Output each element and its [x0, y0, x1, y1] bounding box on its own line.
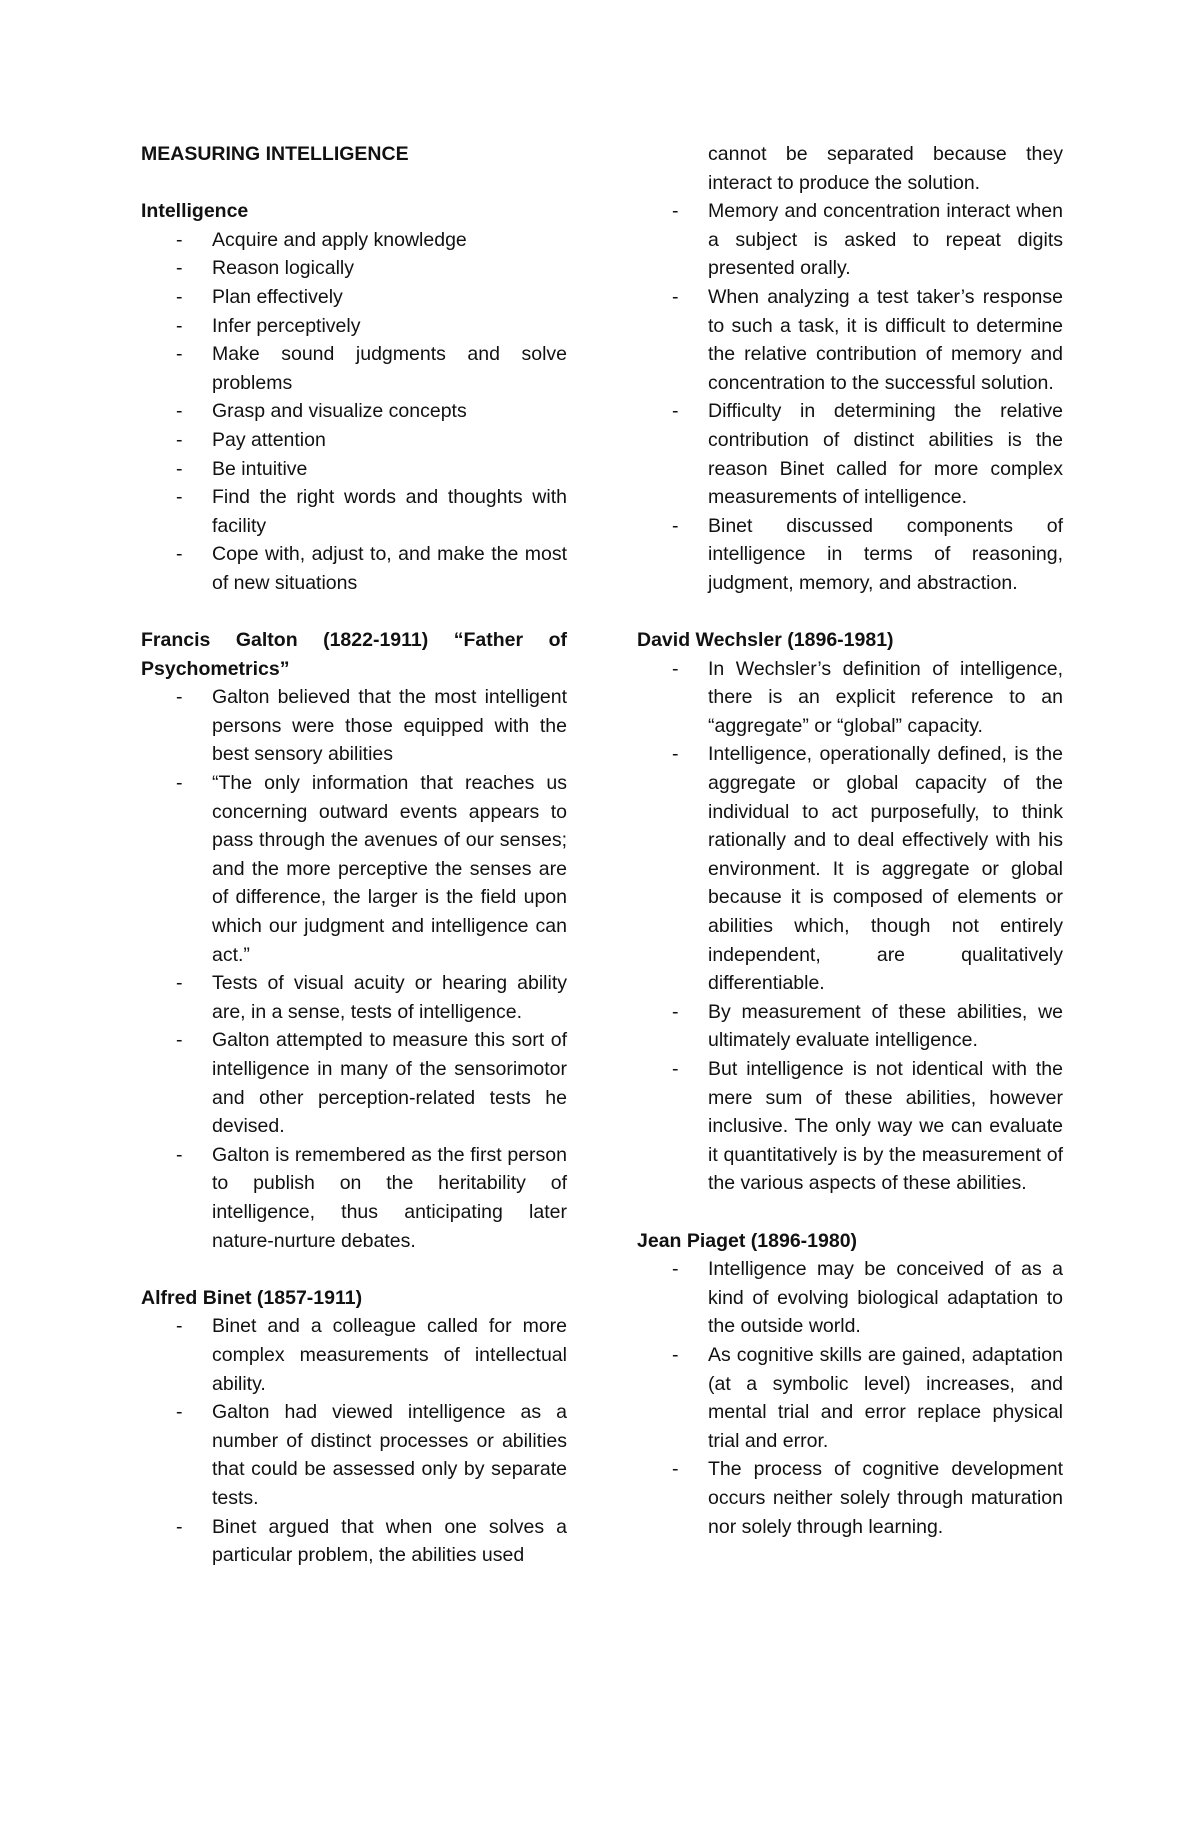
list-item: - Galton attempted to measure this sort of intelligence in many of the sensorimotor and other perception-related tests he devised. — [141, 1026, 567, 1140]
section-binet — [141, 1284, 567, 1570]
bullet-list — [637, 197, 1063, 597]
list-item: - Plan effectively — [141, 283, 567, 312]
bullet-list — [637, 655, 1063, 1198]
list-item: - Tests of visual acuity or hearing ability are, in a sense, tests of intelligence. — [141, 969, 567, 1026]
section-heading: Jean Piaget (1896-1980) — [637, 1229, 858, 1252]
section-piaget — [637, 1227, 1063, 1542]
list-item: - Pay attention — [141, 426, 567, 455]
list-item: - When analyzing a test taker’s response to such a task, it is difficult to determine the relative contribution of memory and concentration to the successful solution. — [637, 283, 1063, 397]
section-binet-continued — [637, 140, 1063, 598]
list-item: - Be intuitive — [141, 455, 567, 484]
list-item: - Acquire and apply knowledge — [141, 226, 567, 255]
list-item: - Cope with, adjust to, and make the most of new situations — [141, 540, 567, 597]
list-item: - Intelligence, operationally defined, is the aggregate or global capacity of the individual to act purposefully, to think rationally and to deal effectively with his environment. It is aggregate or global because it is composed of elements or abilities which, though not entirely independent, are qualitatively differentiable. — [637, 740, 1063, 997]
list-item: - Binet discussed components of intelligence in terms of reasoning, judgment, memory, and abstraction. — [637, 512, 1063, 598]
list-item: - Binet and a colleague called for more complex measurements of intellectual ability. — [141, 1312, 567, 1398]
section-heading: David Wechsler (1896-1981) — [637, 629, 894, 652]
list-item: - As cognitive skills are gained, adaptation (at a symbolic level) increases, and mental trial and error replace physical trial and error. — [637, 1341, 1063, 1455]
list-item: - Reason logically — [141, 254, 567, 283]
list-item: - But intelligence is not identical with the mere sum of these abilities, however inclusive. The only way we can evaluate it quantitatively is by the measurement of the various aspects of these abilities. — [637, 1055, 1063, 1198]
section-heading: Alfred Binet (1857-1911) — [141, 1286, 363, 1309]
document-title: MEASURING INTELLIGENCE — [141, 143, 409, 165]
section-heading: Intelligence — [141, 200, 249, 223]
list-item: - The process of cognitive development occurs neither solely through maturation nor solely through learning. — [637, 1455, 1063, 1541]
bullet-list — [141, 683, 567, 1255]
bullet-list — [141, 226, 567, 598]
list-item: - Find the right words and thoughts with facility — [141, 483, 567, 540]
list-item: - Infer perceptively — [141, 312, 567, 341]
bullet-list — [141, 1312, 567, 1569]
list-item: - Galton had viewed intelligence as a number of distinct processes or abilities that could be assessed only by separate tests. — [141, 1398, 567, 1512]
section-intelligence — [141, 197, 567, 597]
list-item: - Grasp and visualize concepts — [141, 397, 567, 426]
section-galton — [141, 626, 567, 1255]
list-item: - Binet argued that when one solves a particular problem, the abilities used — [141, 1513, 567, 1570]
list-item: - Memory and concentration interact when a subject is asked to repeat digits presented orally. — [637, 197, 1063, 283]
list-item: - Difficulty in determining the relative contribution of distinct abilities is the reason Binet called for more complex measurements of intelligence. — [637, 397, 1063, 511]
section-heading: Francis Galton (1822-1911) “Father of Psychometrics” — [141, 629, 567, 680]
list-item: - In Wechsler’s definition of intelligence, there is an explicit reference to an “aggregate” or “global” capacity. — [637, 655, 1063, 741]
list-item: - Galton is remembered as the first person to publish on the heritability of intelligence, thus anticipating later nature-nurture debates. — [141, 1141, 567, 1255]
list-item: - Intelligence may be conceived of as a kind of evolving biological adaptation to the outside world. — [637, 1255, 1063, 1341]
left-column — [141, 140, 567, 1598]
list-item: - Galton believed that the most intelligent persons were those equipped with the best sensory abilities — [141, 683, 567, 769]
bullet-list — [637, 1255, 1063, 1541]
list-item-continuation: cannot be separated because they interact to produce the solution. — [708, 143, 1063, 194]
list-item: - By measurement of these abilities, we ultimately evaluate intelligence. — [637, 998, 1063, 1055]
list-item: - “The only information that reaches us concerning outward events appears to pass through the avenues of our senses; and the more perceptive the senses are of difference, the larger is the field upon which our judgment and intelligence can act.” — [141, 769, 567, 969]
list-item: - Make sound judgments and solve problems — [141, 340, 567, 397]
section-wechsler — [637, 626, 1063, 1198]
right-column — [637, 140, 1063, 1570]
